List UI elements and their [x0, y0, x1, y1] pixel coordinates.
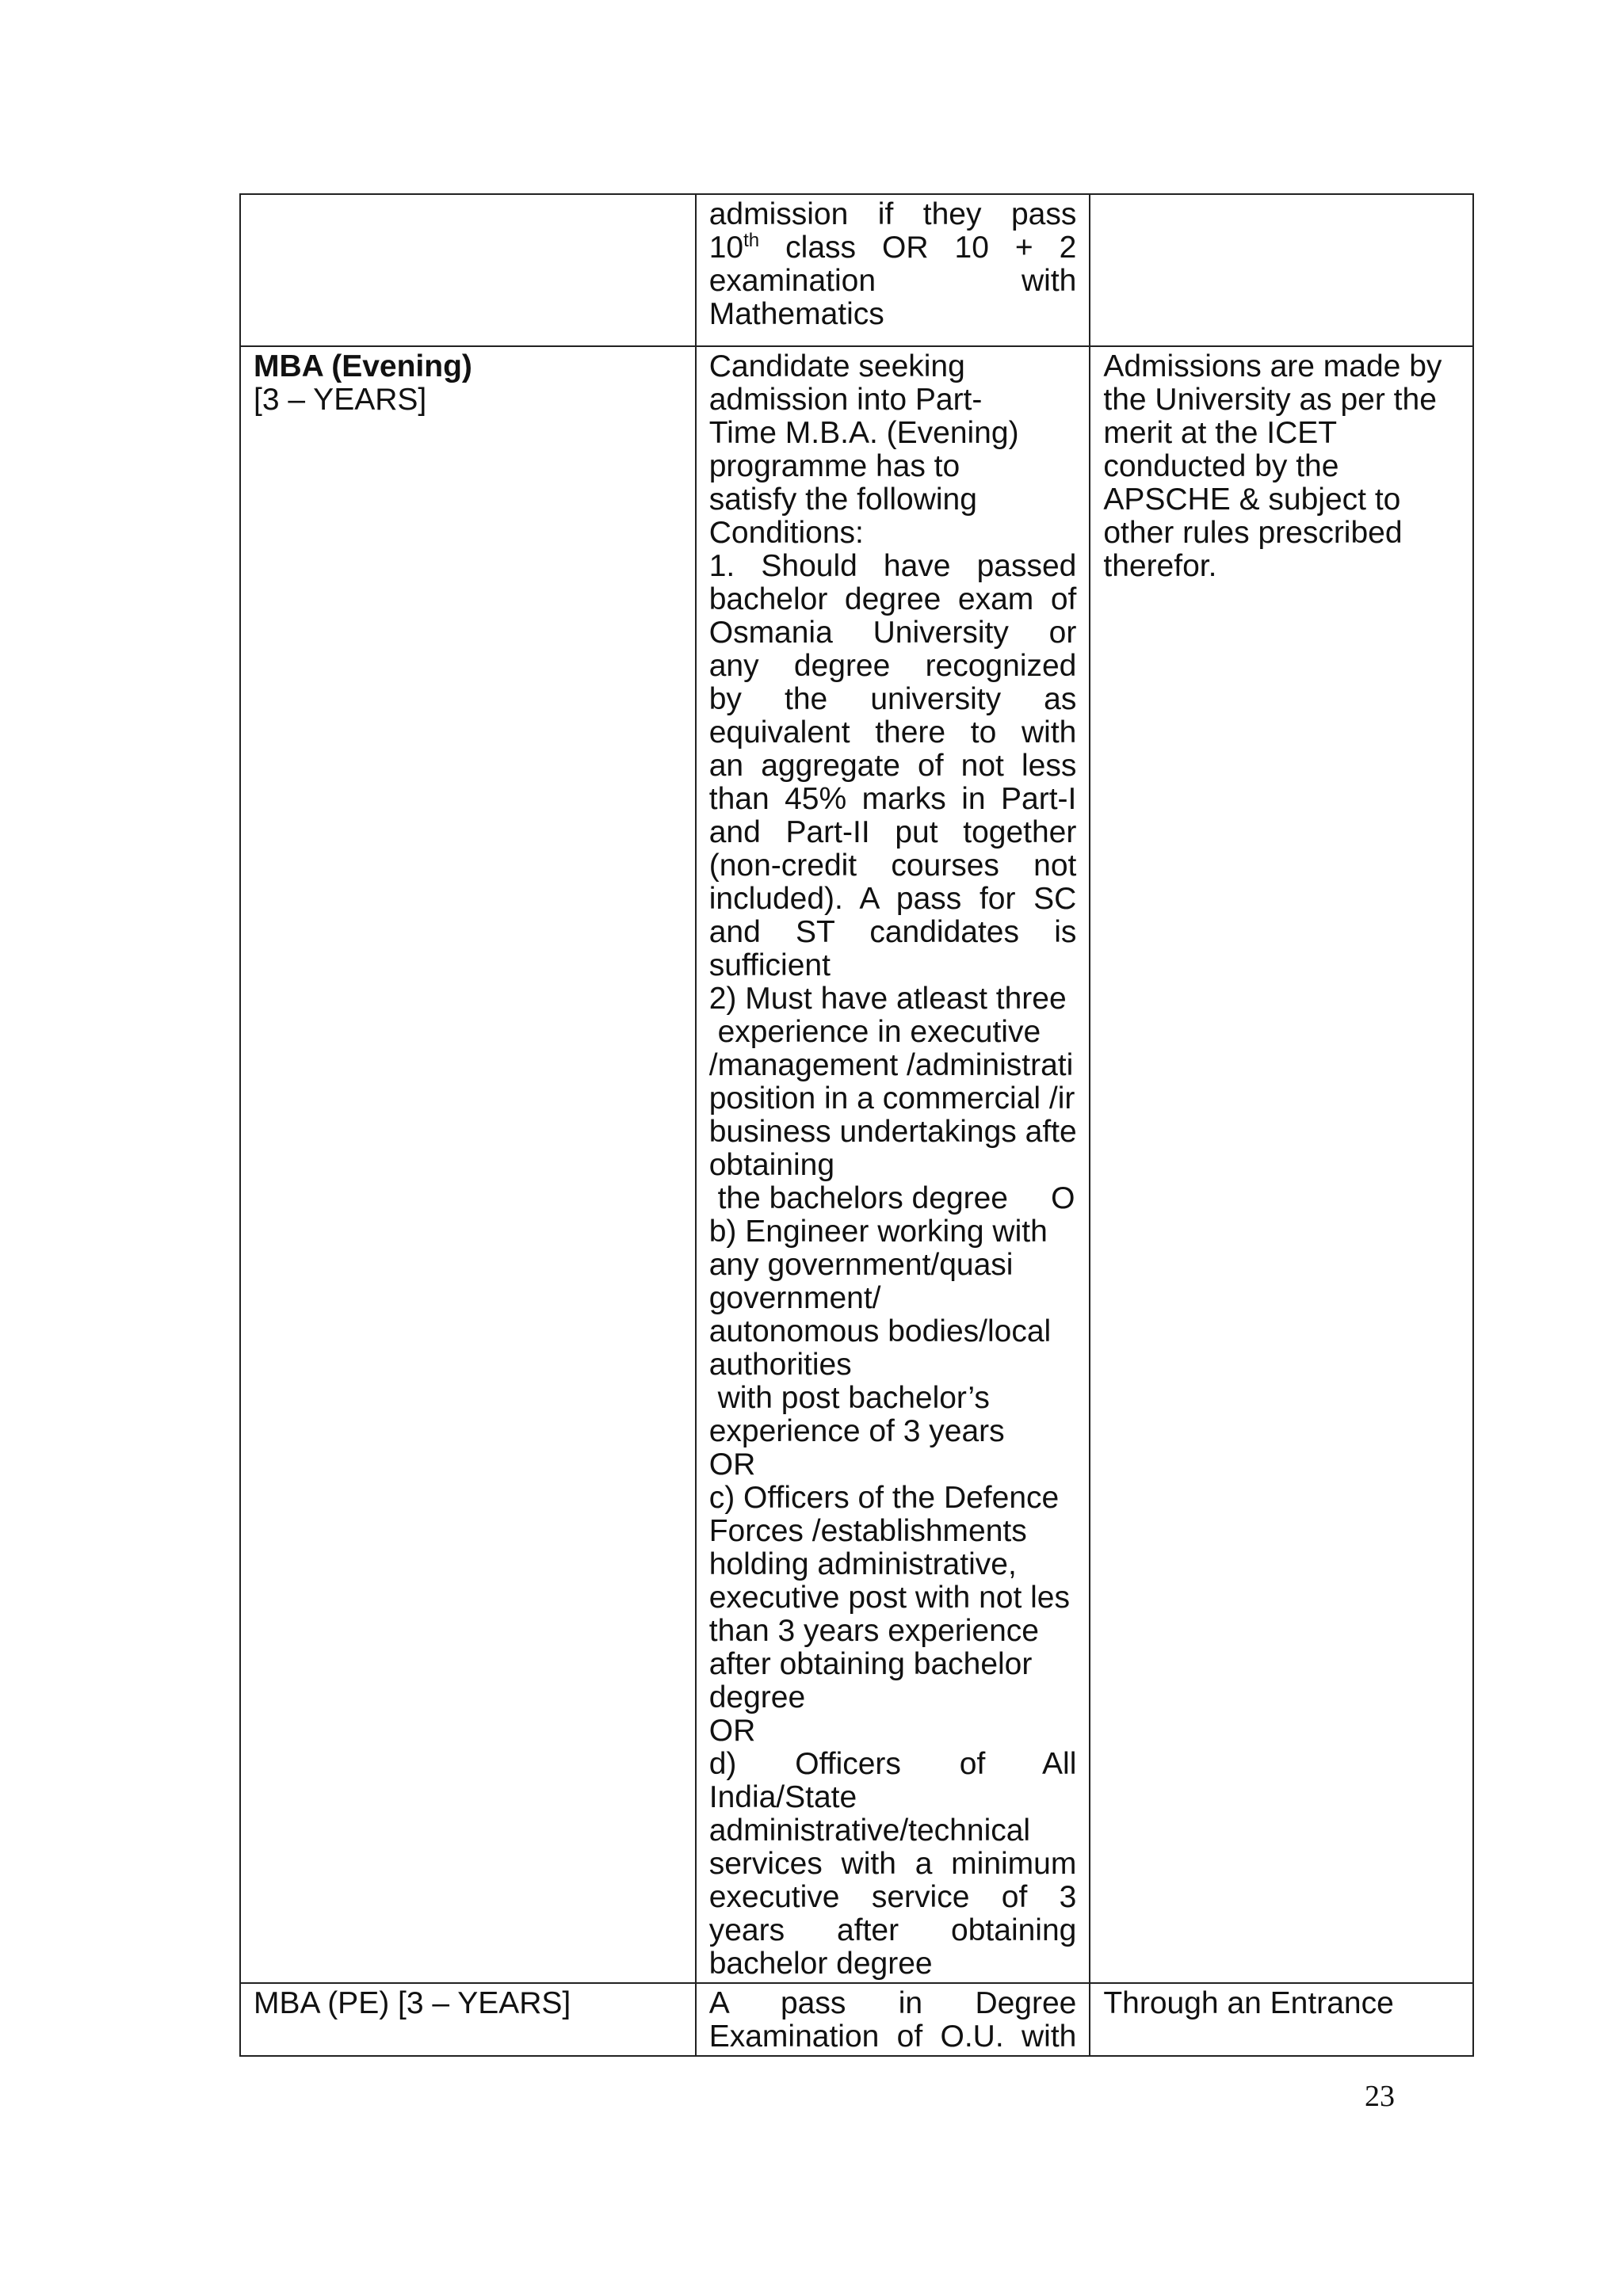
eligibility-line: 2) Must have atleast three — [708, 982, 1067, 1016]
eligibility-line: sufficient — [708, 948, 831, 982]
program-cell — [240, 1983, 696, 2056]
admission-line: other rules prescribed — [1103, 516, 1403, 550]
eligibility-line: Examination of O.U. with — [708, 2019, 1077, 2054]
eligibility-line: government/ — [708, 1281, 881, 1315]
eligibility-line: Candidate seeking — [708, 349, 965, 383]
eligibility-line: and ST candidates is — [708, 915, 1077, 949]
eligibility-line: with post bachelor’s — [708, 1381, 990, 1415]
eligibility-line: equivalent there to with — [708, 715, 1077, 749]
admission-cell — [1090, 194, 1473, 346]
eligibility-line: services with a minimum — [708, 1847, 1077, 1881]
eligibility-line: bachelor degree — [708, 1947, 933, 1981]
table-row — [240, 346, 1473, 1983]
admission-line: therefor. — [1103, 549, 1217, 583]
eligibility-line: than 45% marks in Part-I — [708, 782, 1077, 816]
eligibility-line: executive service of 3 — [708, 1880, 1077, 1914]
eligibility-line: than 3 years experience — [708, 1614, 1039, 1648]
admissions-table — [239, 193, 1474, 2057]
eligibility-line: the bachelors degree O — [708, 1181, 1075, 1215]
admission-line: merit at the ICET — [1103, 416, 1338, 450]
eligibility-line: any government/quasi — [708, 1248, 1014, 1282]
program-name: MBA (PE) [3 – YEARS] — [254, 1986, 571, 2020]
eligibility-line: included). A pass for SC — [708, 882, 1077, 916]
program-cell — [240, 194, 696, 346]
eligibility-line: d) Officers of All — [708, 1747, 1077, 1781]
eligibility-line: admission into Part- — [708, 383, 983, 417]
eligibility-line: (non-credit courses not — [708, 849, 1077, 883]
admission-line: Through an Entrance — [1103, 1986, 1394, 2020]
admission-line: Admissions are made by — [1103, 349, 1442, 383]
eligibility-line: holding administrative, — [708, 1547, 1017, 1581]
eligibility-line: admission if they pass — [708, 197, 1077, 231]
eligibility-cell — [696, 346, 1090, 1983]
eligibility-line: satisfy the following — [708, 482, 977, 517]
program-cell — [240, 346, 696, 1983]
eligibility-line: A pass in Degree — [708, 1986, 1077, 2020]
eligibility-line: administrative/technical — [708, 1814, 1031, 1848]
eligibility-line: executive post with not les — [708, 1581, 1070, 1615]
page-number: 23 — [1365, 2080, 1395, 2113]
eligibility-line: obtaining — [708, 1148, 835, 1182]
eligibility-line: business undertakings afte — [708, 1115, 1077, 1149]
eligibility-line: India/State — [708, 1780, 857, 1814]
admission-cell — [1090, 346, 1473, 1983]
eligibility-line: autonomous bodies/local — [708, 1314, 1052, 1348]
eligibility-line: 10th class OR 10 + 2 — [708, 230, 1077, 265]
eligibility-line: experience of 3 years — [708, 1414, 1005, 1448]
eligibility-line: an aggregate of not less — [708, 749, 1077, 783]
eligibility-line: Conditions: — [708, 516, 864, 550]
eligibility-line: degree — [708, 1680, 806, 1714]
eligibility-cell — [696, 194, 1090, 346]
admission-line: APSCHE & subject to — [1103, 482, 1401, 517]
program-name: MBA (Evening) — [254, 349, 472, 383]
eligibility-line: /management /administrati — [708, 1048, 1074, 1082]
eligibility-line: years after obtaining — [708, 1913, 1077, 1947]
eligibility-line: Forces /establishments — [708, 1514, 1027, 1548]
eligibility-line: c) Officers of the Defence — [708, 1481, 1060, 1515]
admission-cell — [1090, 1983, 1473, 2056]
eligibility-line: authorities — [708, 1348, 852, 1382]
eligibility-line: position in a commercial /ir — [708, 1081, 1075, 1116]
eligibility-line: by the university as — [708, 682, 1077, 716]
table-row — [240, 1983, 1473, 2056]
eligibility-line: b) Engineer working with — [708, 1215, 1048, 1249]
eligibility-line: OR — [708, 1714, 756, 1748]
eligibility-line: after obtaining bachelor — [708, 1647, 1033, 1681]
eligibility-line: OR — [708, 1447, 756, 1482]
eligibility-line: Time M.B.A. (Evening) — [708, 416, 1019, 450]
eligibility-line: and Part-II put together — [708, 815, 1077, 849]
eligibility-cell — [696, 1983, 1090, 2056]
eligibility-line: experience in executive — [708, 1015, 1041, 1049]
eligibility-line: 1. Should have passed — [708, 549, 1077, 583]
table-row — [240, 194, 1473, 346]
eligibility-line: programme has to — [708, 449, 960, 483]
eligibility-line: any degree recognized — [708, 649, 1077, 683]
eligibility-line: Osmania University or — [708, 616, 1077, 650]
eligibility-line: Mathematics — [708, 297, 884, 331]
eligibility-line: bachelor degree exam of — [708, 582, 1077, 616]
admission-line: conducted by the — [1103, 449, 1339, 483]
admission-line: the University as per the — [1103, 383, 1437, 417]
program-duration: [3 – YEARS] — [254, 383, 427, 417]
eligibility-line: examination with — [708, 264, 1077, 298]
